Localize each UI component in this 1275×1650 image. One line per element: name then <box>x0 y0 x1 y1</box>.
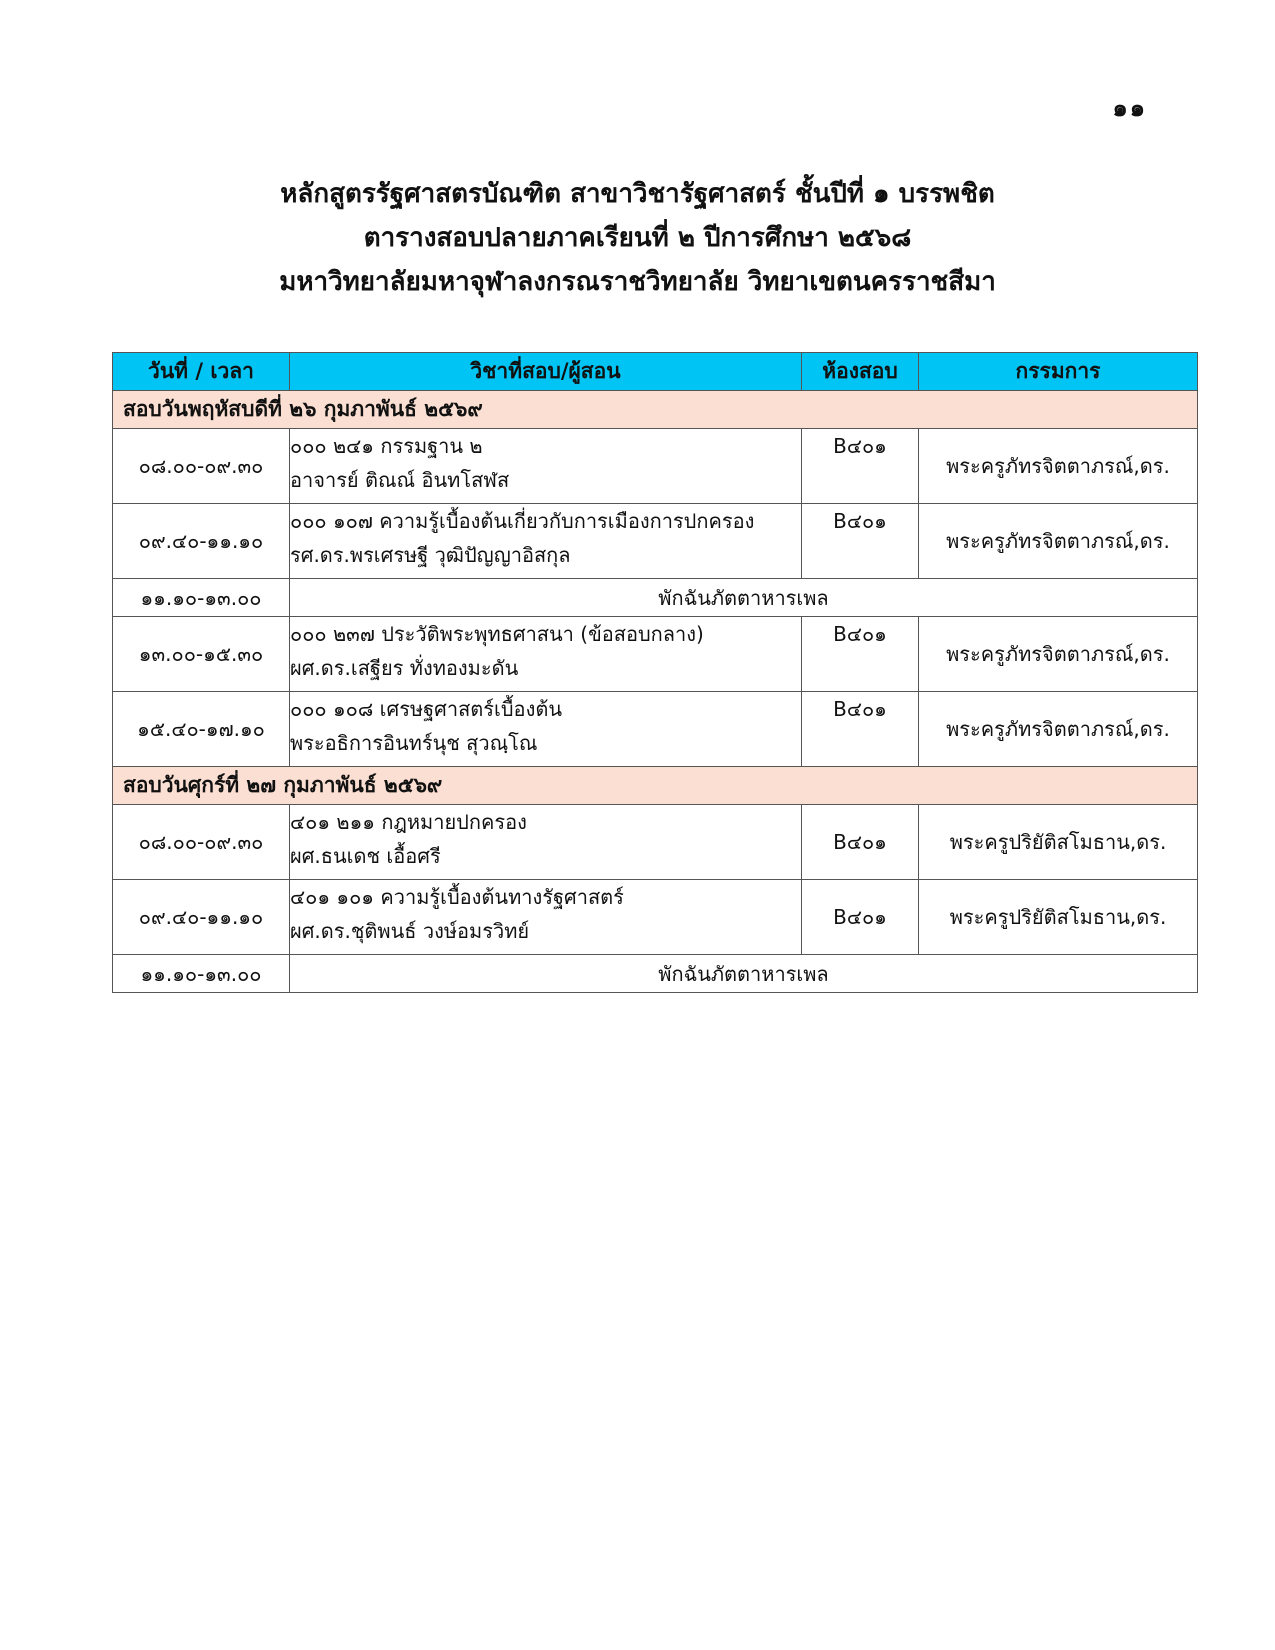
title-line-schedule: ตารางสอบปลายภาคเรียนที่ ๒ ปีการศึกษา ๒๕๖๘ <box>363 223 912 253</box>
lunch-break-cell: พักฉันภัตตาหารเพล <box>290 955 1198 993</box>
subject-cell <box>290 805 802 880</box>
subject-cell <box>290 617 802 692</box>
table-row <box>113 429 1198 504</box>
page-number: ๑๑ <box>1112 94 1147 122</box>
header-exam-room: ห้องสอบ <box>802 353 919 391</box>
subject-name: ๔๐๑ ๑๐๑ ความรู้เบื้องต้นทางรัฐศาสตร์ <box>290 885 624 909</box>
table-row <box>113 692 1198 767</box>
table-row <box>113 805 1198 880</box>
committee-cell: พระครูปริยัติสโมธาน,ดร. <box>919 805 1198 880</box>
day-row <box>113 391 1198 429</box>
time-cell: ๐๙.๔๐-๑๑.๑๐ <box>113 880 290 955</box>
subject-name: ๐๐๐ ๒๓๗ ประวัติพระพุทธศาสนา (ข้อสอบกลาง) <box>290 622 704 646</box>
room-cell: B๔๐๑ <box>802 429 919 504</box>
teacher-name: อาจารย์ ติณณ์ อินทโสฬส <box>290 468 510 492</box>
header-date-time: วันที่ / เวลา <box>113 353 290 391</box>
time-cell: ๐๙.๔๐-๑๑.๑๐ <box>113 504 290 579</box>
committee-cell: พระครูภัทรจิตตาภรณ์,ดร. <box>919 692 1198 767</box>
table-header-row <box>113 353 1198 391</box>
teacher-name: ผศ.ธนเดช เอื้อศรี <box>290 844 441 868</box>
teacher-name: ผศ.ดร.ชุติพนธ์ วงษ์อมรวิทย์ <box>290 919 530 943</box>
time-cell: ๑๓.๐๐-๑๕.๓๐ <box>113 617 290 692</box>
time-cell: ๑๑.๑๐-๑๓.๐๐ <box>113 955 290 993</box>
room-cell: B๔๐๑ <box>802 504 919 579</box>
title-line-program: หลักสูตรรัฐศาสตรบัณฑิต สาขาวิชารัฐศาสตร์ ชั้นปีที่ ๑ บรรพชิต <box>280 179 995 209</box>
time-cell: ๐๘.๐๐-๐๙.๓๐ <box>113 429 290 504</box>
time-cell: ๑๑.๑๐-๑๓.๐๐ <box>113 579 290 617</box>
teacher-name: รศ.ดร.พรเศรษฐี วุฒิปัญญาอิสกุล <box>290 543 571 567</box>
time-cell: ๐๘.๐๐-๐๙.๓๐ <box>113 805 290 880</box>
header-subject-teacher: วิชาที่สอบ/ผู้สอน <box>290 353 802 391</box>
subject-name: ๐๐๐ ๑๐๘ เศรษฐศาสตร์เบื้องต้น <box>290 697 562 721</box>
subject-cell <box>290 880 802 955</box>
subject-cell <box>290 429 802 504</box>
exam-schedule-table <box>112 352 1198 993</box>
table-row <box>113 880 1198 955</box>
day-row <box>113 767 1198 805</box>
title-line-university: มหาวิทยาลัยมหาจุฬาลงกรณราชวิทยาลัย วิทยาเขตนครราชสีมา <box>279 267 996 297</box>
table-row <box>113 504 1198 579</box>
subject-name: ๐๐๐ ๒๔๑ กรรมฐาน ๒ <box>290 434 483 458</box>
committee-cell: พระครูภัทรจิตตาภรณ์,ดร. <box>919 617 1198 692</box>
teacher-name: ผศ.ดร.เสฐียร ทั่งทองมะดัน <box>290 656 519 680</box>
room-cell: B๔๐๑ <box>802 880 919 955</box>
teacher-name: พระอธิการอินทร์นุช สุวณฺโณ <box>290 731 538 755</box>
subject-name: ๔๐๑ ๒๑๑ กฎหมายปกครอง <box>290 810 527 834</box>
day-label: สอบวันศุกร์ที่ ๒๗ กุมภาพันธ์ ๒๕๖๙ <box>113 767 1198 805</box>
committee-cell: พระครูภัทรจิตตาภรณ์,ดร. <box>919 429 1198 504</box>
day-label: สอบวันพฤหัสบดีที่ ๒๖ กุมภาพันธ์ ๒๕๖๙ <box>113 391 1198 429</box>
subject-name: ๐๐๐ ๑๐๗ ความรู้เบื้องต้นเกี่ยวกับการเมืองการปกครอง <box>290 509 755 533</box>
room-cell: B๔๐๑ <box>802 692 919 767</box>
lunch-break-cell: พักฉันภัตตาหารเพล <box>290 579 1198 617</box>
subject-cell <box>290 692 802 767</box>
table-row <box>113 617 1198 692</box>
break-row <box>113 955 1198 993</box>
room-cell: B๔๐๑ <box>802 617 919 692</box>
header-committee: กรรมการ <box>919 353 1198 391</box>
subject-cell <box>290 504 802 579</box>
committee-cell: พระครูปริยัติสโมธาน,ดร. <box>919 880 1198 955</box>
break-row <box>113 579 1198 617</box>
room-cell: B๔๐๑ <box>802 805 919 880</box>
document-title <box>0 172 1275 304</box>
time-cell: ๑๕.๔๐-๑๗.๑๐ <box>113 692 290 767</box>
committee-cell: พระครูภัทรจิตตาภรณ์,ดร. <box>919 504 1198 579</box>
